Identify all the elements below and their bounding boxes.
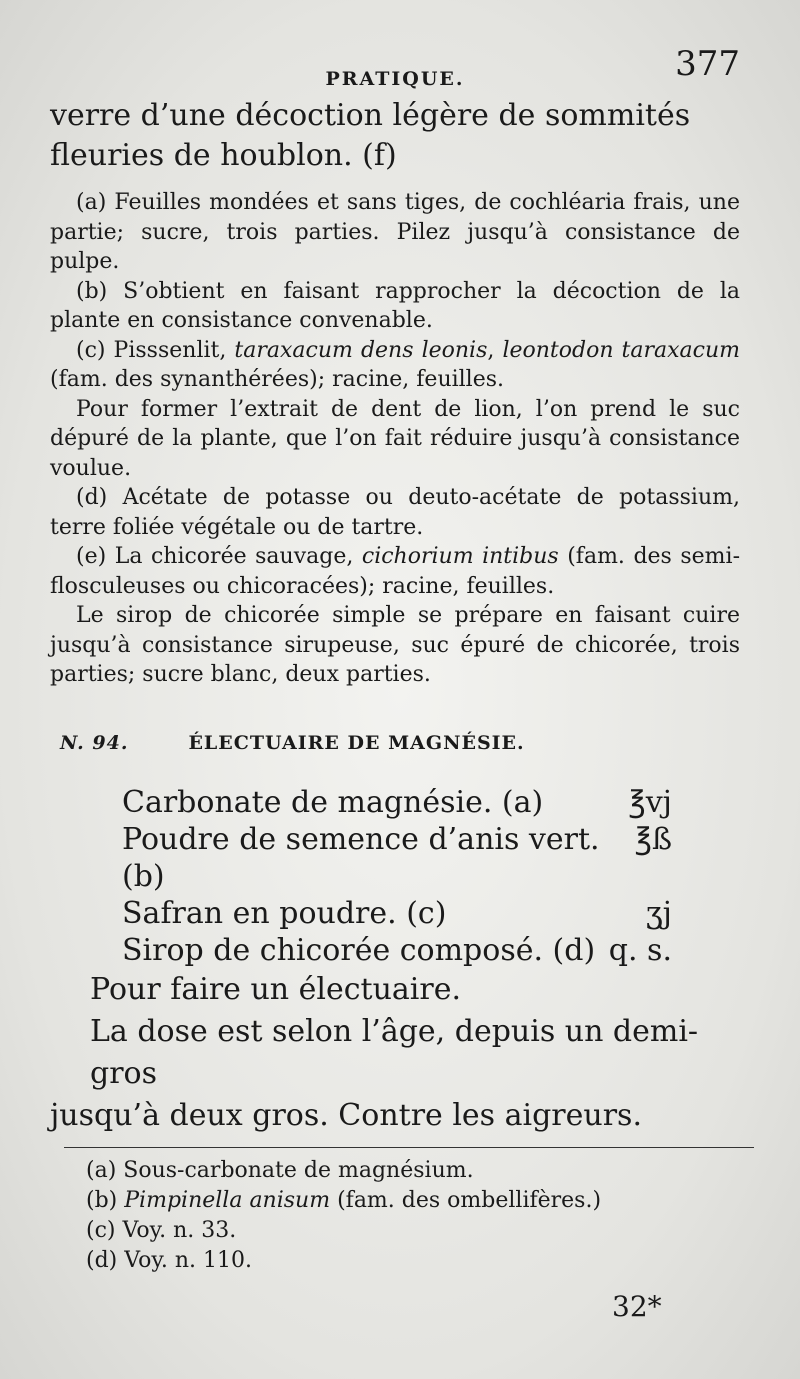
formula-ingredient: Poudre de semence d’anis vert. (b) bbox=[122, 821, 600, 894]
dose-text-1: La dose est selon l’âge, depuis un demi-gros bbox=[90, 1013, 699, 1091]
instruction: Pour faire un électuaire. bbox=[90, 971, 462, 1007]
notes-block bbox=[50, 188, 740, 690]
page-header bbox=[50, 40, 740, 90]
footnotes bbox=[64, 1147, 754, 1276]
section-heading bbox=[60, 732, 740, 754]
signature-mark: 32* bbox=[612, 1290, 662, 1323]
formula-dose: ℥ß bbox=[634, 821, 672, 857]
note-c: (c) Pisssenlit, taraxacum dens leonis, leontodon taraxacum (fam. des synanthérées); racine, feuilles. bbox=[50, 337, 741, 392]
formula-dose: q. s. bbox=[608, 932, 672, 968]
footnote-a: (a) Sous-carbonate de magnésium. bbox=[86, 1157, 474, 1183]
note-d: (d) Acétate de potasse ou deuto-acétate de potassium, terre foliée végétale ou de tartre. bbox=[50, 485, 740, 540]
footnote-b: (b) Pimpinella anisum (fam. des ombellifères.) bbox=[86, 1187, 602, 1213]
note-c-continuation: Pour former l’extrait de dent de lion, l’on prend le suc dépuré de la plante, que l’on fait réduire jusqu’à consistance voulue. bbox=[50, 396, 740, 481]
formula-ingredient: Carbonate de magnésie. (a) bbox=[122, 784, 544, 820]
note-b: (b) S’obtient en faisant rapprocher la décoction de la plante en consistance convenable. bbox=[50, 278, 740, 333]
formula-row bbox=[122, 932, 672, 969]
footnote-d: (d) Voy. n. 110. bbox=[86, 1247, 252, 1273]
note-a: (a) Feuilles mondées et sans tiges, de cochléaria frais, une partie; sucre, trois parties. Pilez jusqu’à consistance de pulpe. bbox=[50, 190, 740, 274]
formula-dose: ʒj bbox=[645, 895, 672, 931]
formula-dose: ℥vj bbox=[628, 784, 672, 820]
note-e-continuation: Le sirop de chicorée simple se prépare en faisant cuire jusqu’à consistance sirupeuse, suc épuré de chicorée, trois parties; sucre blanc, deux parties. bbox=[50, 603, 740, 687]
formula-ingredient: Sirop de chicorée composé. (d) bbox=[122, 932, 596, 968]
formula-row bbox=[122, 784, 672, 821]
page-number: 377 bbox=[675, 44, 740, 84]
note-e: (e) La chicorée sauvage, cichorium intibus (fam. des semi-flosculeuses ou chicoracées); racine, feuilles. bbox=[50, 544, 740, 599]
formula-ingredient: Safran en poudre. (c) bbox=[122, 895, 447, 931]
formula-row bbox=[122, 895, 672, 932]
intro-text: verre d’une décoction légère de sommités fleuries de houblon. (f) bbox=[50, 98, 691, 173]
formula-list bbox=[122, 784, 672, 969]
footnote-c: (c) Voy. n. 33. bbox=[86, 1217, 237, 1243]
section-title: ÉLECTUAIRE DE MAGNÉSIE. bbox=[188, 731, 525, 754]
section-number: N. 94. bbox=[60, 731, 129, 754]
formula-row bbox=[122, 821, 672, 895]
dose-text-2: jusqu’à deux gros. Contre les aigreurs. bbox=[50, 1097, 642, 1133]
running-head: PRATIQUE. bbox=[325, 68, 465, 90]
